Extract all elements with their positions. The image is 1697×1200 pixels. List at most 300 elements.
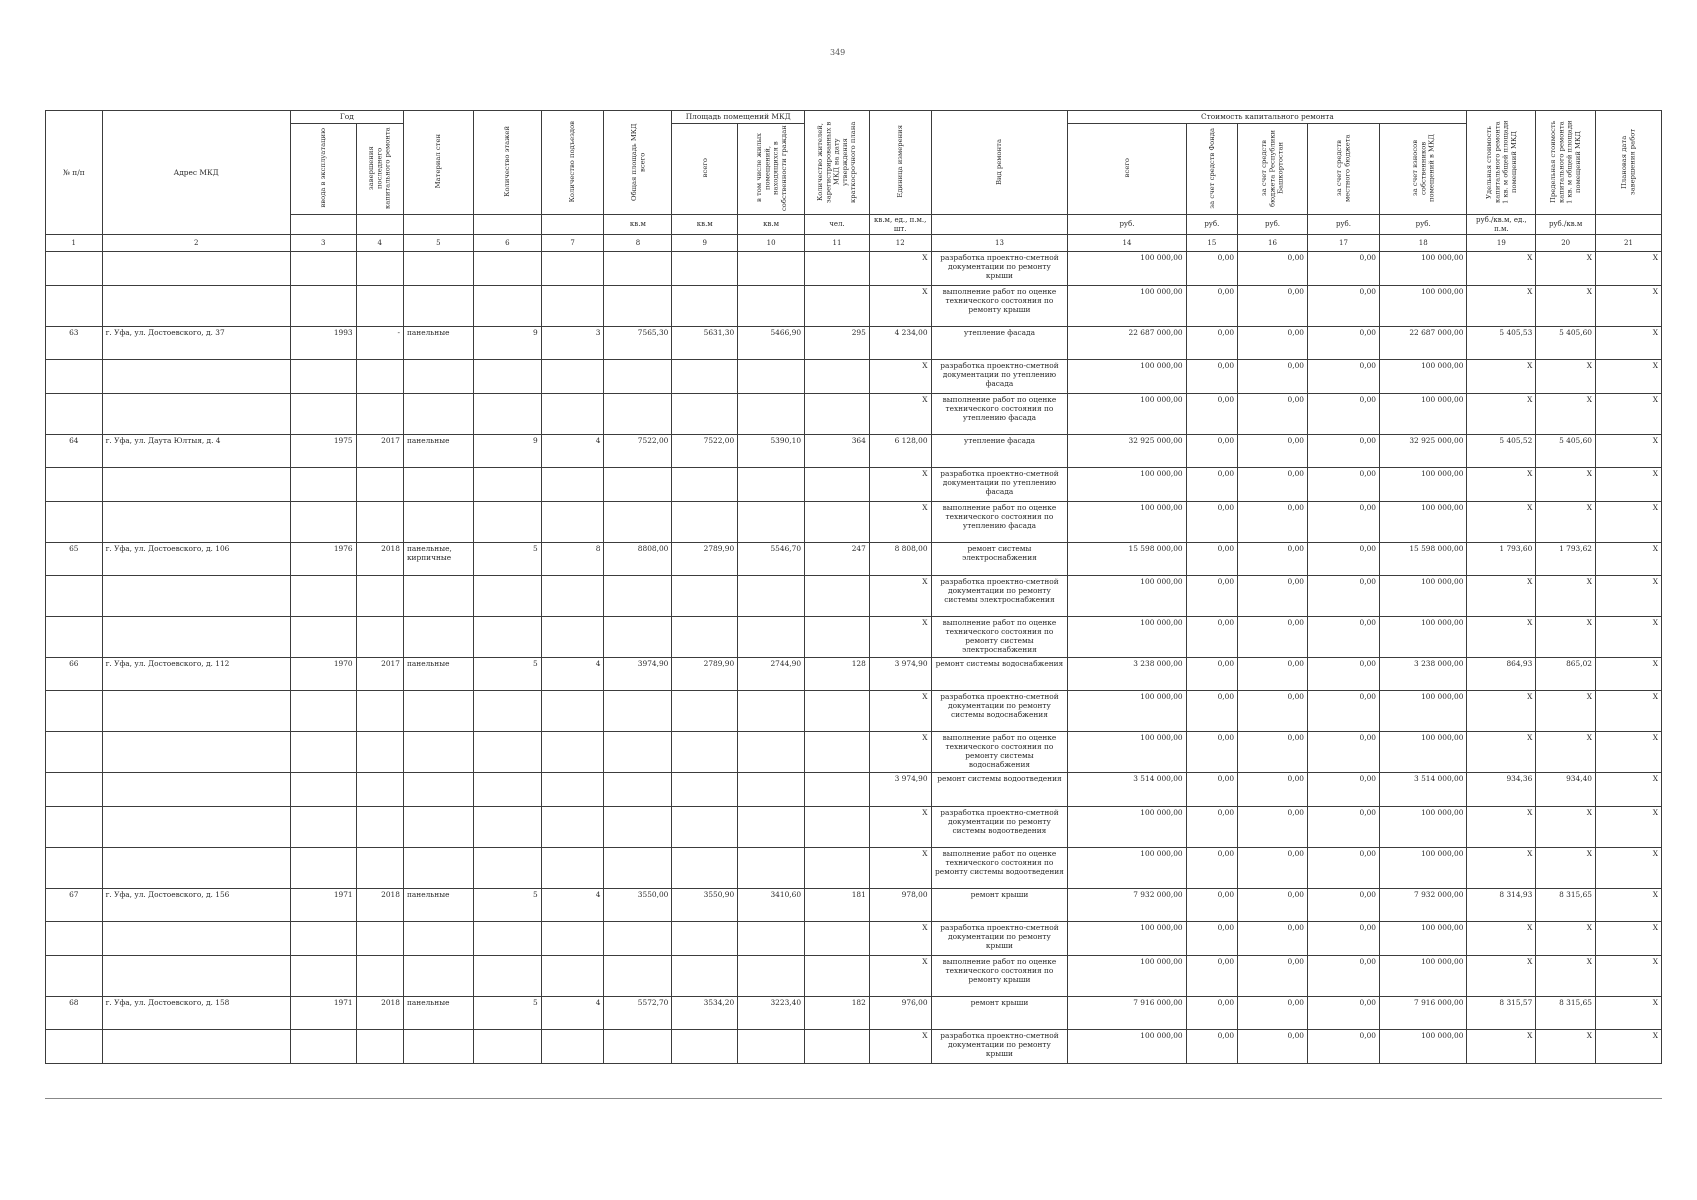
header-deadline: Плановая дата завершения работ: [1595, 111, 1661, 215]
address-cell: [102, 394, 290, 435]
cost-local-cell: 0,00: [1307, 773, 1379, 807]
unit-cost-cell: X: [1467, 956, 1536, 997]
deadline-cell: X: [1595, 922, 1661, 956]
address-cell: [102, 848, 290, 889]
wall-material-cell: [403, 956, 473, 997]
floors-cell: [473, 807, 541, 848]
year-commission-cell: 1976: [290, 543, 356, 576]
entrances-cell: [541, 394, 604, 435]
deadline-cell: X: [1595, 997, 1661, 1030]
entrances-cell: [541, 1030, 604, 1064]
cost-local-cell: 0,00: [1307, 502, 1379, 543]
unit-measure-cell: X: [869, 1030, 931, 1064]
repair-type-cell: выполнение работ по оценке технического состояния по ремонту крыши: [931, 956, 1068, 997]
entrances-cell: 8: [541, 543, 604, 576]
cost-owners-cell: 100 000,00: [1379, 394, 1466, 435]
premises-living-cell: [738, 1030, 805, 1064]
table-row-work: [46, 286, 1662, 327]
year-last-repair-cell: [356, 956, 403, 997]
premises-living-cell: [738, 468, 805, 502]
cost-fund-cell: 0,00: [1186, 691, 1237, 732]
row-number-cell: [46, 617, 103, 658]
residents-cell: [805, 691, 870, 732]
column-numbers-row: [46, 235, 1662, 252]
header-cost-fund: за счет средств Фонда: [1186, 124, 1237, 215]
cost-local-cell: 0,00: [1307, 807, 1379, 848]
unit-measure-cell: X: [869, 807, 931, 848]
cost-fund-cell: 0,00: [1186, 807, 1237, 848]
table-row-work: [46, 360, 1662, 394]
premises-living-cell: 3410,60: [738, 889, 805, 922]
deadline-cell: X: [1595, 848, 1661, 889]
cost-total-cell: 100 000,00: [1068, 848, 1186, 889]
header-address: Адрес МКД: [102, 111, 290, 235]
cost-republic-cell: 0,00: [1238, 997, 1308, 1030]
residents-cell: [805, 807, 870, 848]
max-cost-cell: X: [1536, 807, 1596, 848]
cost-local-cell: 0,00: [1307, 360, 1379, 394]
cost-owners-cell: 100 000,00: [1379, 502, 1466, 543]
column-number: 7: [541, 235, 604, 252]
wall-material-cell: панельные: [403, 327, 473, 360]
cost-total-cell: 100 000,00: [1068, 617, 1186, 658]
cost-fund-cell: 0,00: [1186, 360, 1237, 394]
header-premises-total: всего: [672, 124, 738, 215]
column-number: 20: [1536, 235, 1596, 252]
cost-republic-cell: 0,00: [1238, 502, 1308, 543]
total-area-cell: [604, 360, 672, 394]
row-number-cell: [46, 922, 103, 956]
premises-living-cell: [738, 691, 805, 732]
wall-material-cell: [403, 922, 473, 956]
year-commission-cell: [290, 360, 356, 394]
unit-cost-cell: X: [1467, 617, 1536, 658]
table-row-building: [46, 543, 1662, 576]
wall-material-cell: [403, 732, 473, 773]
year-commission-cell: 1975: [290, 435, 356, 468]
address-cell: [102, 468, 290, 502]
entrances-cell: [541, 468, 604, 502]
cost-owners-cell: 32 925 000,00: [1379, 435, 1466, 468]
residents-cell: [805, 732, 870, 773]
total-area-cell: 8808,00: [604, 543, 672, 576]
max-cost-cell: X: [1536, 286, 1596, 327]
floors-cell: [473, 691, 541, 732]
table-row-building: [46, 327, 1662, 360]
header-cost: Стоимость капитального ремонта: [1068, 111, 1467, 124]
year-last-repair-cell: [356, 922, 403, 956]
max-cost-cell: X: [1536, 1030, 1596, 1064]
deadline-cell: X: [1595, 327, 1661, 360]
table-row-work: [46, 502, 1662, 543]
max-cost-cell: X: [1536, 691, 1596, 732]
unit-measure-cell: X: [869, 732, 931, 773]
cost-owners-cell: 100 000,00: [1379, 848, 1466, 889]
row-number-cell: 63: [46, 327, 103, 360]
max-cost-cell: X: [1536, 252, 1596, 286]
repair-type-cell: выполнение работ по оценке технического состояния по утеплению фасада: [931, 502, 1068, 543]
repair-type-cell: разработка проектно-сметной документации по ремонту системы водоснабжения: [931, 691, 1068, 732]
cost-total-cell: 100 000,00: [1068, 1030, 1186, 1064]
cost-total-cell: 100 000,00: [1068, 691, 1186, 732]
premises-living-cell: 3223,40: [738, 997, 805, 1030]
max-cost-cell: X: [1536, 848, 1596, 889]
cost-total-cell: 22 687 000,00: [1068, 327, 1186, 360]
address-cell: [102, 576, 290, 617]
cost-fund-cell: 0,00: [1186, 468, 1237, 502]
premises-total-cell: [672, 848, 738, 889]
unit-measure-cell: X: [869, 286, 931, 327]
cost-republic-cell: 0,00: [1238, 807, 1308, 848]
cost-local-cell: 0,00: [1307, 956, 1379, 997]
premises-living-cell: [738, 732, 805, 773]
premises-living-cell: [738, 394, 805, 435]
repair-type-cell: утепление фасада: [931, 327, 1068, 360]
floors-cell: 5: [473, 543, 541, 576]
max-cost-cell: X: [1536, 502, 1596, 543]
cost-republic-cell: 0,00: [1238, 360, 1308, 394]
premises-total-cell: [672, 956, 738, 997]
year-last-repair-cell: [356, 502, 403, 543]
wall-material-cell: [403, 691, 473, 732]
max-cost-cell: X: [1536, 922, 1596, 956]
unit-cell: [541, 215, 604, 235]
cost-fund-cell: 0,00: [1186, 617, 1237, 658]
table-row-building: [46, 658, 1662, 691]
premises-living-cell: 5466,90: [738, 327, 805, 360]
deadline-cell: X: [1595, 543, 1661, 576]
cost-republic-cell: 0,00: [1238, 394, 1308, 435]
header-cost-local: за счет средств местного бюджета: [1307, 124, 1379, 215]
year-last-repair-cell: [356, 286, 403, 327]
unit-cell: [290, 215, 356, 235]
floors-cell: [473, 394, 541, 435]
premises-total-cell: [672, 617, 738, 658]
entrances-cell: [541, 502, 604, 543]
floors-cell: 9: [473, 327, 541, 360]
repair-type-cell: ремонт системы электроснабжения: [931, 543, 1068, 576]
cost-local-cell: 0,00: [1307, 468, 1379, 502]
year-last-repair-cell: 2018: [356, 889, 403, 922]
total-area-cell: 3974,90: [604, 658, 672, 691]
cost-total-cell: 100 000,00: [1068, 922, 1186, 956]
row-number-cell: 68: [46, 997, 103, 1030]
cost-republic-cell: 0,00: [1238, 435, 1308, 468]
header-wall-material: Материал стен: [403, 111, 473, 215]
premises-total-cell: [672, 502, 738, 543]
header-floors: Количество этажей: [473, 111, 541, 215]
max-cost-cell: X: [1536, 732, 1596, 773]
deadline-cell: X: [1595, 1030, 1661, 1064]
row-number-cell: [46, 252, 103, 286]
header-premises-living: в том числе жилых помещений, находящихся в собственности граждан: [738, 124, 805, 215]
row-number-cell: [46, 576, 103, 617]
repair-type-cell: выполнение работ по оценке технического состояния по утеплению фасада: [931, 394, 1068, 435]
table-row-work: [46, 394, 1662, 435]
unit-cost-cell: X: [1467, 848, 1536, 889]
column-number: 18: [1379, 235, 1466, 252]
wall-material-cell: [403, 576, 473, 617]
row-number-cell: [46, 1030, 103, 1064]
cost-owners-cell: 100 000,00: [1379, 807, 1466, 848]
cost-fund-cell: 0,00: [1186, 922, 1237, 956]
address-cell: [102, 922, 290, 956]
max-cost-cell: X: [1536, 360, 1596, 394]
max-cost-cell: X: [1536, 617, 1596, 658]
unit-cost-cell: 8 314,93: [1467, 889, 1536, 922]
unit-cell: кв.м: [672, 215, 738, 235]
residents-cell: [805, 468, 870, 502]
address-cell: [102, 252, 290, 286]
row-number-cell: [46, 956, 103, 997]
table-row-building: [46, 997, 1662, 1030]
header-unit-measure: Единица измерения: [869, 111, 931, 215]
floors-cell: 5: [473, 889, 541, 922]
year-last-repair-cell: [356, 576, 403, 617]
cost-fund-cell: 0,00: [1186, 252, 1237, 286]
premises-living-cell: [738, 286, 805, 327]
header-residents: Количество жителей, зарегистрированных в МКД на дату утверждения краткосрочного плана: [805, 111, 870, 215]
entrances-cell: [541, 922, 604, 956]
deadline-cell: X: [1595, 956, 1661, 997]
deadline-cell: X: [1595, 286, 1661, 327]
unit-measure-cell: X: [869, 922, 931, 956]
cost-total-cell: 100 000,00: [1068, 956, 1186, 997]
cost-total-cell: 100 000,00: [1068, 468, 1186, 502]
table-body: [46, 252, 1662, 1064]
unit-cell: [1595, 215, 1661, 235]
cost-republic-cell: 0,00: [1238, 286, 1308, 327]
column-number: 21: [1595, 235, 1661, 252]
entrances-cell: [541, 732, 604, 773]
cost-fund-cell: 0,00: [1186, 956, 1237, 997]
residents-cell: [805, 922, 870, 956]
wall-material-cell: [403, 807, 473, 848]
unit-measure-cell: X: [869, 360, 931, 394]
floors-cell: [473, 956, 541, 997]
premises-total-cell: 2789,90: [672, 543, 738, 576]
premises-total-cell: [672, 394, 738, 435]
address-cell: [102, 732, 290, 773]
cost-owners-cell: 100 000,00: [1379, 617, 1466, 658]
year-last-repair-cell: 2017: [356, 658, 403, 691]
floors-cell: [473, 502, 541, 543]
total-area-cell: [604, 1030, 672, 1064]
residents-cell: 295: [805, 327, 870, 360]
repair-type-cell: выполнение работ по оценке технического состояния по ремонту системы водоотведения: [931, 848, 1068, 889]
repair-type-cell: ремонт системы водоотведения: [931, 773, 1068, 807]
year-commission-cell: 1971: [290, 889, 356, 922]
year-last-repair-cell: [356, 807, 403, 848]
table-row-building: [46, 435, 1662, 468]
premises-total-cell: [672, 691, 738, 732]
unit-cell: руб./кв.м, ед., п.м.: [1467, 215, 1536, 235]
cost-republic-cell: 0,00: [1238, 576, 1308, 617]
repair-type-cell: ремонт крыши: [931, 997, 1068, 1030]
wall-material-cell: панельные: [403, 435, 473, 468]
unit-measure-cell: X: [869, 576, 931, 617]
entrances-cell: [541, 360, 604, 394]
cost-owners-cell: 100 000,00: [1379, 576, 1466, 617]
header-unit-cost: Удельная стоимость капитального ремонта 1 кв. м общей площади помещений МКД: [1467, 111, 1536, 215]
premises-living-cell: 2744,90: [738, 658, 805, 691]
column-number: 9: [672, 235, 738, 252]
repair-type-cell: ремонт крыши: [931, 889, 1068, 922]
max-cost-cell: 5 405,60: [1536, 435, 1596, 468]
header-repair-type: Вид ремонта: [931, 111, 1068, 215]
cost-republic-cell: 0,00: [1238, 1030, 1308, 1064]
cost-local-cell: 0,00: [1307, 435, 1379, 468]
max-cost-cell: 865,02: [1536, 658, 1596, 691]
unit-measure-cell: X: [869, 617, 931, 658]
address-cell: [102, 617, 290, 658]
row-number-cell: [46, 732, 103, 773]
cost-fund-cell: 0,00: [1186, 543, 1237, 576]
year-commission-cell: [290, 468, 356, 502]
year-commission-cell: [290, 848, 356, 889]
unit-measure-cell: X: [869, 691, 931, 732]
total-area-cell: [604, 922, 672, 956]
residents-cell: [805, 252, 870, 286]
table-row-building: [46, 889, 1662, 922]
unit-cost-cell: X: [1467, 252, 1536, 286]
deadline-cell: X: [1595, 576, 1661, 617]
unit-cost-cell: X: [1467, 394, 1536, 435]
cost-fund-cell: 0,00: [1186, 576, 1237, 617]
row-number-cell: 65: [46, 543, 103, 576]
total-area-cell: 7565,30: [604, 327, 672, 360]
unit-cell: [356, 215, 403, 235]
year-last-repair-cell: [356, 617, 403, 658]
residents-cell: [805, 360, 870, 394]
unit-cost-cell: X: [1467, 1030, 1536, 1064]
year-last-repair-cell: -: [356, 327, 403, 360]
cost-local-cell: 0,00: [1307, 848, 1379, 889]
cost-total-cell: 100 000,00: [1068, 502, 1186, 543]
year-last-repair-cell: [356, 773, 403, 807]
entrances-cell: 4: [541, 997, 604, 1030]
cost-republic-cell: 0,00: [1238, 732, 1308, 773]
floors-cell: [473, 1030, 541, 1064]
unit-cost-cell: X: [1467, 502, 1536, 543]
repair-type-cell: разработка проектно-сметной документации по ремонту крыши: [931, 922, 1068, 956]
cost-republic-cell: 0,00: [1238, 956, 1308, 997]
unit-measure-cell: X: [869, 252, 931, 286]
cost-owners-cell: 100 000,00: [1379, 252, 1466, 286]
unit-cell: руб.: [1068, 215, 1186, 235]
residents-cell: [805, 394, 870, 435]
row-number-cell: [46, 468, 103, 502]
residents-cell: 247: [805, 543, 870, 576]
unit-measure-cell: 976,00: [869, 997, 931, 1030]
floors-cell: [473, 576, 541, 617]
unit-cost-cell: 5 405,52: [1467, 435, 1536, 468]
year-last-repair-cell: [356, 1030, 403, 1064]
unit-measure-cell: X: [869, 956, 931, 997]
cost-local-cell: 0,00: [1307, 327, 1379, 360]
cost-republic-cell: 0,00: [1238, 658, 1308, 691]
row-number-cell: 64: [46, 435, 103, 468]
year-commission-cell: [290, 732, 356, 773]
row-number-cell: 67: [46, 889, 103, 922]
premises-living-cell: [738, 956, 805, 997]
unit-cost-cell: X: [1467, 360, 1536, 394]
column-number: 5: [403, 235, 473, 252]
address-cell: [102, 286, 290, 327]
unit-cell: [403, 215, 473, 235]
premises-living-cell: 5546,70: [738, 543, 805, 576]
cost-republic-cell: 0,00: [1238, 691, 1308, 732]
residents-cell: [805, 286, 870, 327]
premises-living-cell: 5390,10: [738, 435, 805, 468]
cost-republic-cell: 0,00: [1238, 922, 1308, 956]
year-last-repair-cell: [356, 468, 403, 502]
table-row-work: [46, 956, 1662, 997]
premises-living-cell: [738, 922, 805, 956]
premises-total-cell: 7522,00: [672, 435, 738, 468]
cost-fund-cell: 0,00: [1186, 435, 1237, 468]
header-cost-owners: за счет взносов собственников помещений в МКД: [1379, 124, 1466, 215]
year-commission-cell: [290, 286, 356, 327]
entrances-cell: 4: [541, 435, 604, 468]
premises-living-cell: [738, 576, 805, 617]
address-cell: г. Уфа, ул. Достоевского, д. 112: [102, 658, 290, 691]
cost-owners-cell: 100 000,00: [1379, 956, 1466, 997]
total-area-cell: 7522,00: [604, 435, 672, 468]
cost-owners-cell: 100 000,00: [1379, 922, 1466, 956]
cost-republic-cell: 0,00: [1238, 617, 1308, 658]
unit-measure-cell: X: [869, 848, 931, 889]
total-area-cell: [604, 956, 672, 997]
repair-type-cell: разработка проектно-сметной документации по ремонту системы водоотведения: [931, 807, 1068, 848]
residents-cell: 181: [805, 889, 870, 922]
wall-material-cell: панельные: [403, 997, 473, 1030]
address-cell: [102, 956, 290, 997]
header-cost-republic: за счет средств бюджета Республики Башкортостан: [1238, 124, 1308, 215]
max-cost-cell: 8 315,65: [1536, 889, 1596, 922]
cost-local-cell: 0,00: [1307, 576, 1379, 617]
premises-total-cell: [672, 576, 738, 617]
header-premises: Площадь помещений МКД: [672, 111, 805, 124]
premises-total-cell: [672, 468, 738, 502]
year-last-repair-cell: [356, 732, 403, 773]
row-number-cell: [46, 360, 103, 394]
cost-fund-cell: 0,00: [1186, 732, 1237, 773]
deadline-cell: X: [1595, 468, 1661, 502]
cost-owners-cell: 3 238 000,00: [1379, 658, 1466, 691]
address-cell: [102, 691, 290, 732]
unit-measure-cell: 3 974,90: [869, 658, 931, 691]
repair-type-cell: разработка проектно-сметной документации по утеплению фасада: [931, 360, 1068, 394]
repair-type-cell: утепление фасада: [931, 435, 1068, 468]
year-last-repair-cell: [356, 691, 403, 732]
total-area-cell: 3550,00: [604, 889, 672, 922]
cost-fund-cell: 0,00: [1186, 286, 1237, 327]
table-row-work: [46, 468, 1662, 502]
total-area-cell: [604, 252, 672, 286]
unit-measure-cell: X: [869, 468, 931, 502]
cost-local-cell: 0,00: [1307, 286, 1379, 327]
column-number: 14: [1068, 235, 1186, 252]
cost-owners-cell: 100 000,00: [1379, 732, 1466, 773]
total-area-cell: [604, 807, 672, 848]
entrances-cell: [541, 286, 604, 327]
total-area-cell: [604, 576, 672, 617]
row-number-cell: [46, 773, 103, 807]
row-number-cell: [46, 807, 103, 848]
repair-type-cell: выполнение работ по оценке технического состояния по ремонту системы электроснабжения: [931, 617, 1068, 658]
wall-material-cell: панельные, кирпичные: [403, 543, 473, 576]
